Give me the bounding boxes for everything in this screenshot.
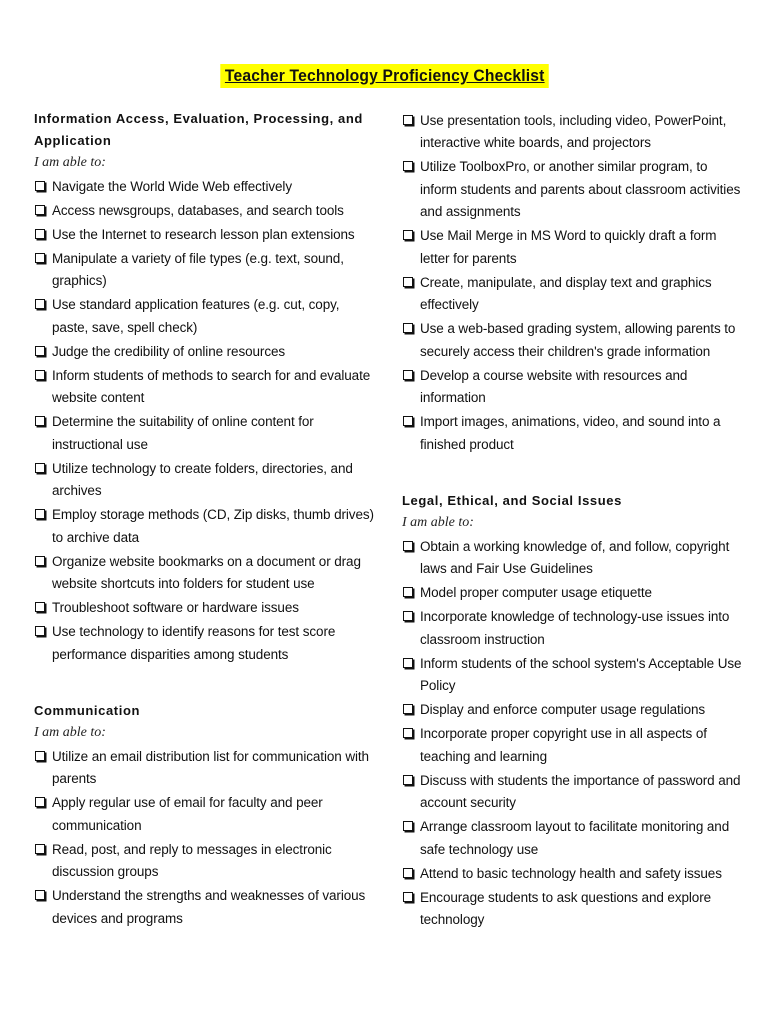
checklist-item: [34, 200, 379, 223]
checkbox-icon[interactable]: [35, 346, 45, 356]
section-spacer: [34, 666, 379, 700]
checkbox-icon[interactable]: [403, 277, 413, 287]
checkbox-icon[interactable]: [403, 775, 413, 785]
checkbox-icon[interactable]: [403, 416, 413, 426]
checklist-item-label: Use presentation tools, including video, PowerPoint, interactive white boards, and projectors: [420, 112, 727, 150]
checklist: [402, 110, 747, 457]
checklist-item: [34, 597, 379, 620]
checklist-item-label: Access newsgroups, databases, and search tools: [52, 202, 344, 218]
checklist-item-label: Manipulate a variety of file types (e.g. text, sound, graphics): [52, 250, 344, 288]
checklist-item: [402, 110, 747, 155]
checklist-item: [34, 176, 379, 199]
checklist: [34, 176, 379, 667]
section-communication: [34, 700, 379, 930]
left-column: [34, 108, 379, 930]
checklist-item: [402, 770, 747, 815]
checklist-item: [402, 225, 747, 270]
checklist-item-label: Inform students of the school system's Acceptable Use Policy: [420, 655, 742, 693]
checklist-item-label: Read, post, and reply to messages in electronic discussion groups: [52, 841, 332, 879]
checkbox-icon[interactable]: [403, 161, 413, 171]
checklist-item-label: Arrange classroom layout to facilitate monitoring and safe technology use: [420, 819, 730, 857]
checkbox-icon[interactable]: [35, 181, 45, 191]
section-subheading: I am able to:: [34, 155, 106, 170]
checklist-item: [402, 582, 747, 605]
checklist-item-label: Understand the strengths and weaknesses of various devices and programs: [52, 888, 366, 926]
checklist-item-label: Incorporate knowledge of technology-use issues into classroom instruction: [420, 609, 730, 647]
checklist-item-label: Troubleshoot software or hardware issues: [52, 600, 299, 615]
checklist-item-label: Create, manipulate, and display text and graphics effectively: [420, 274, 712, 312]
checklist-item: [34, 504, 379, 549]
checklist-item-label: Use standard application features (e.g. cut, copy, paste, save, spell check): [52, 297, 340, 335]
checklist-item-label: Judge the credibility of online resources: [52, 343, 286, 359]
checkbox-icon[interactable]: [35, 890, 45, 900]
checklist-item: [402, 156, 747, 224]
checklist-item: [402, 272, 747, 317]
checkbox-icon[interactable]: [403, 587, 413, 597]
checklist-item-label: Use a web-based grading system, allowing parents to securely access their children's grade information: [420, 321, 736, 359]
section-information-access: [34, 108, 379, 666]
checklist-item: [34, 621, 379, 666]
section-heading: Communication: [34, 703, 141, 718]
checklist-item: [402, 699, 747, 722]
section-spacer: [402, 456, 747, 490]
section-information-access-continued: [402, 110, 747, 457]
checklist-item-label: Determine the suitability of online content for instructional use: [52, 414, 314, 452]
checklist-item: [402, 536, 747, 581]
checklist-item: [34, 746, 379, 791]
checklist-item: [402, 723, 747, 768]
checklist-item-label: Import images, animations, video, and sound into a finished product: [420, 414, 721, 452]
checklist-item: [402, 863, 747, 886]
section-heading: Information Access, Evaluation, Processing, and Application: [34, 111, 363, 148]
checkbox-icon[interactable]: [35, 299, 45, 309]
checklist-item: [34, 365, 379, 410]
checkbox-icon[interactable]: [403, 541, 413, 551]
title-wrap: [0, 64, 770, 88]
checklist-item-label: Use the Internet to research lesson plan extensions: [52, 226, 355, 242]
checklist-item-label: Employ storage methods (CD, Zip disks, thumb drives) to archive data: [52, 507, 374, 545]
checkbox-icon[interactable]: [403, 821, 413, 831]
checklist-item: [34, 885, 379, 930]
checkbox-icon[interactable]: [403, 230, 413, 240]
checkbox-icon[interactable]: [35, 416, 45, 426]
checklist-item-label: Use Mail Merge in MS Word to quickly draft a form letter for parents: [420, 228, 717, 266]
checkbox-icon[interactable]: [35, 751, 45, 761]
checklist-item: [34, 341, 379, 364]
checkbox-icon[interactable]: [403, 611, 413, 621]
checklist-item: [402, 653, 747, 698]
checklist-item-label: Utilize technology to create folders, directories, and archives: [52, 460, 353, 498]
checkbox-icon[interactable]: [35, 602, 45, 612]
checklist-item-label: Encourage students to ask questions and explore technology: [420, 889, 711, 927]
checkbox-icon[interactable]: [403, 658, 413, 668]
checklist-item: [34, 294, 379, 339]
checkbox-icon[interactable]: [403, 323, 413, 333]
checklist-item: [34, 458, 379, 503]
checklist-item-label: Model proper computer usage etiquette: [420, 585, 652, 600]
checkbox-icon[interactable]: [403, 868, 413, 878]
checklist-item-label: Organize website bookmarks on a document or drag website shortcuts into folders for student use: [52, 553, 361, 591]
checkbox-icon[interactable]: [35, 844, 45, 854]
checklist-item-label: Use technology to identify reasons for test score performance disparities among students: [52, 624, 336, 662]
checklist-item-label: Obtain a working knowledge of, and follow, copyright laws and Fair Use Guidelines: [420, 538, 730, 576]
checklist-item: [402, 606, 747, 651]
checkbox-icon[interactable]: [35, 509, 45, 519]
checklist-item-label: Incorporate proper copyright use in all aspects of teaching and learning: [420, 726, 707, 764]
checklist-item: [34, 248, 379, 293]
checkbox-icon[interactable]: [35, 253, 45, 263]
checklist-item-label: Attend to basic technology health and safety issues: [420, 865, 722, 881]
checklist-item: [402, 887, 747, 932]
section-subheading: I am able to:: [34, 725, 106, 740]
checkbox-icon[interactable]: [403, 892, 413, 902]
checklist-item: [402, 411, 747, 456]
checklist-item: [402, 816, 747, 861]
checklist-item: [34, 792, 379, 837]
checklist-item-label: Discuss with students the importance of password and account security: [420, 772, 741, 810]
checkbox-icon[interactable]: [35, 556, 45, 566]
section-legal-ethical-social: [402, 490, 747, 932]
checklist: [34, 746, 379, 931]
checkbox-icon[interactable]: [403, 728, 413, 738]
checklist-item: [34, 224, 379, 247]
checkbox-icon[interactable]: [403, 704, 413, 714]
checklist-item: [34, 839, 379, 884]
checkbox-icon[interactable]: [35, 463, 45, 473]
checklist-item-label: Utilize ToolboxPro, or another similar program, to inform students and parents about classroom activities and assignments: [420, 159, 741, 219]
checklist-item-label: Develop a course website with resources and information: [420, 367, 688, 405]
checkbox-icon[interactable]: [403, 370, 413, 380]
right-column: [402, 108, 747, 932]
section-heading: Legal, Ethical, and Social Issues: [402, 493, 622, 508]
checklist: [402, 536, 747, 932]
checklist-item-label: Utilize an email distribution list for communication with parents: [52, 748, 369, 786]
checklist-item-label: Inform students of methods to search for and evaluate website content: [52, 367, 371, 405]
checklist-item: [402, 365, 747, 410]
checkbox-icon[interactable]: [35, 626, 45, 636]
checkbox-icon[interactable]: [403, 115, 413, 125]
section-subheading: I am able to:: [402, 515, 474, 530]
checklist-item: [34, 411, 379, 456]
checklist-item: [34, 551, 379, 596]
page-title: Teacher Technology Proficiency Checklist: [221, 64, 550, 88]
checklist-item-label: Display and enforce computer usage regulations: [420, 702, 706, 717]
checkbox-icon[interactable]: [35, 797, 45, 807]
checkbox-icon[interactable]: [35, 370, 45, 380]
checklist-item-label: Navigate the World Wide Web effectively: [52, 178, 292, 194]
checklist-item: [402, 318, 747, 363]
checkbox-icon[interactable]: [35, 229, 45, 239]
checkbox-icon[interactable]: [35, 205, 45, 215]
checklist-item-label: Apply regular use of email for faculty and peer communication: [52, 795, 323, 833]
